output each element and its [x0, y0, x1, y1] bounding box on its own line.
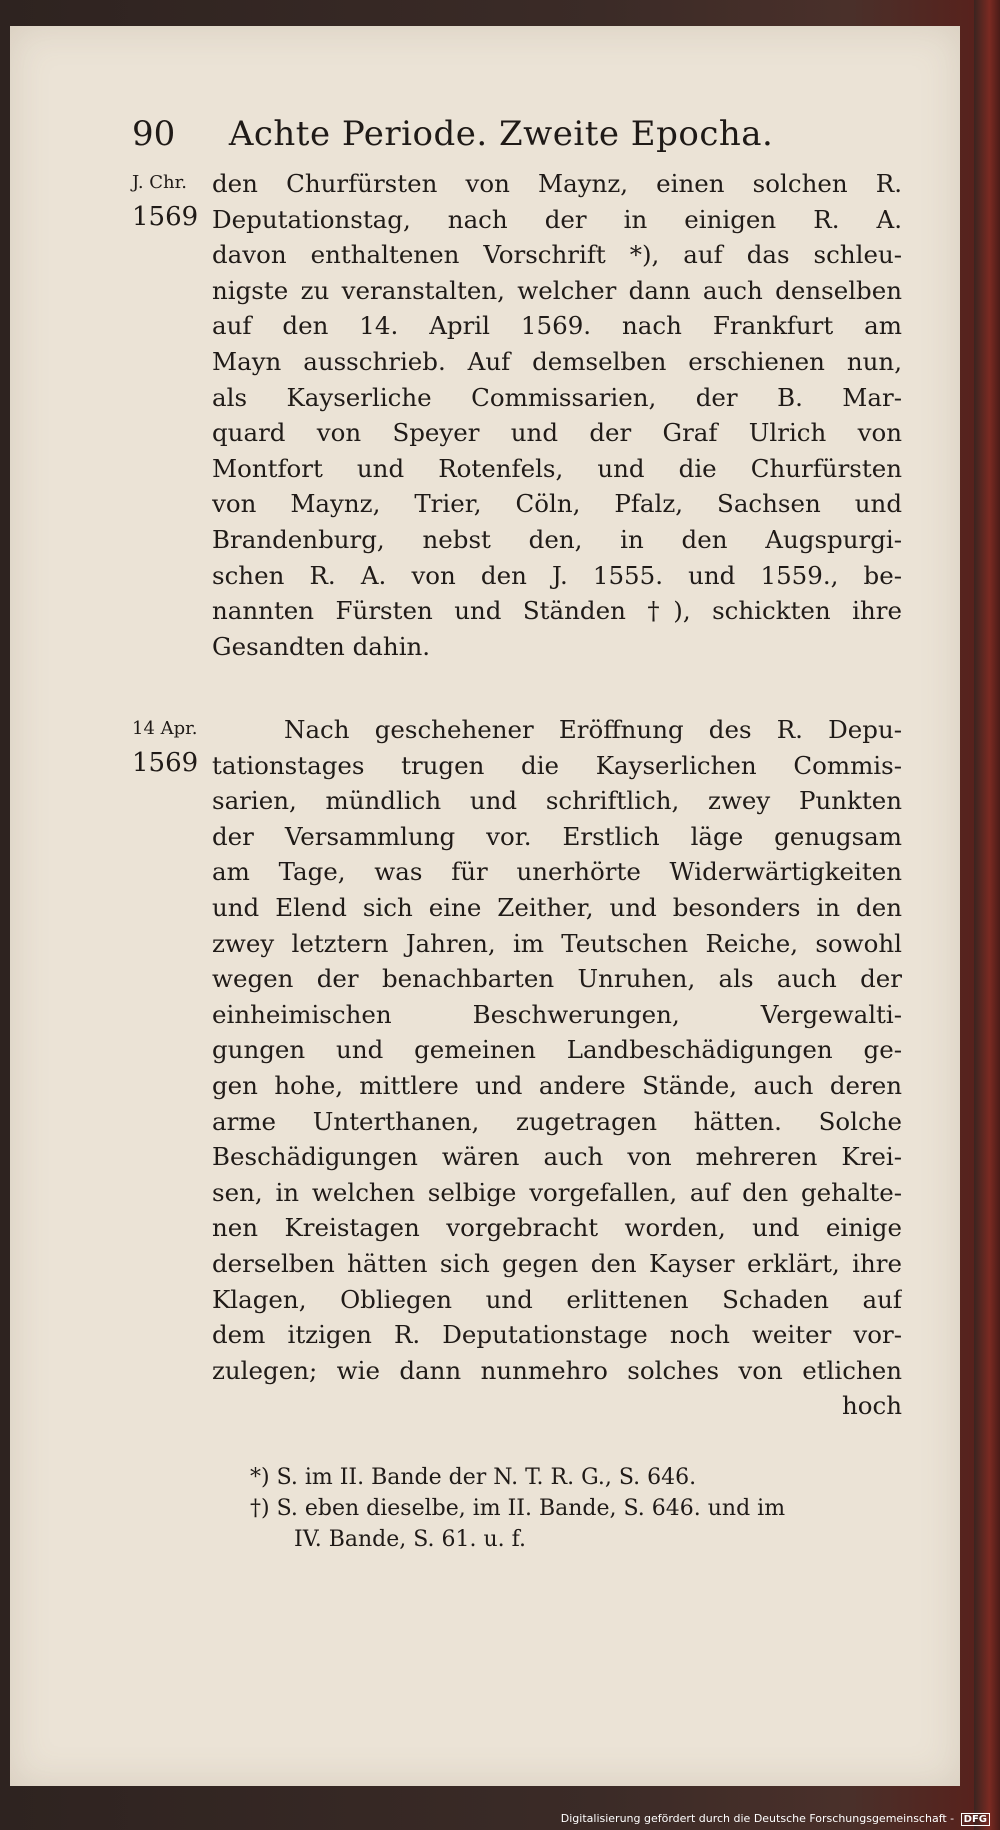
footnote: †) S. eben dieselbe, im II. Bande, S. 646. und im	[250, 1496, 786, 1521]
text-line: Montfort und Rotenfels, und die Churfürsten	[212, 453, 902, 483]
text-line: derselben hätten sich gegen den Kayser erklärt, ihre	[212, 1248, 902, 1278]
text-line: auf den 14. April 1569. nach Frankfurt am	[212, 311, 902, 341]
text-line: und Elend sich eine Zeither, und besonders in den	[212, 892, 902, 922]
text-line: sen, in welchen selbige vorgefallen, auf den gehalte-	[212, 1177, 902, 1207]
margin-note-date: 14 Apr.	[132, 718, 198, 739]
text-line: nannten Fürsten und Ständen †), schickten ihre	[212, 596, 902, 626]
text-line: gungen und gemeinen Landbeschädigungen ge-	[212, 1035, 902, 1065]
text-line: am Tage, was für unerhörte Widerwärtigkeiten	[212, 857, 902, 887]
text-line: schen R. A. von den J. 1555. und 1559., be-	[212, 560, 902, 590]
text-line: sarien, mündlich und schriftlich, zwey Punkten	[212, 786, 902, 816]
text-line: dem itzigen R. Deputationstage noch weiter vor-	[212, 1320, 902, 1350]
text-line: einheimischen Beschwerungen, Vergewalti-	[212, 999, 902, 1029]
text-line: Brandenburg, nebst den, in den Augspurgi-	[212, 524, 902, 554]
text-line: nigste zu veranstalten, welcher dann auch denselben	[212, 275, 902, 305]
margin-note-era: J. Chr.	[132, 172, 187, 193]
text-line: Nach geschehener Eröffnung des R. Depu-	[284, 715, 902, 744]
page-number: 90	[132, 114, 176, 154]
text-line: Beschädigungen wären auch von mehreren Krei-	[212, 1142, 902, 1172]
footnote: *) S. im II. Bande der N. T. R. G., S. 646.	[250, 1465, 697, 1490]
text-line: arme Unterthanen, zugetragen hätten. Solche	[212, 1106, 902, 1136]
margin-note-year: 1569	[132, 748, 199, 778]
text-line: Klagen, Obliegen und erlittenen Schaden auf	[212, 1284, 902, 1314]
text-line: nen Kreistagen vorgebracht worden, und einige	[212, 1213, 902, 1243]
text-line: Mayn ausschrieb. Auf demselben erschienen nun,	[212, 346, 902, 376]
footnotes	[250, 1462, 910, 1555]
margin-note-year: 1569	[132, 202, 199, 232]
book-spine-edge	[974, 0, 1000, 1830]
footnote-continuation: IV. Bande, S. 61. u. f.	[294, 1527, 527, 1552]
text-line: zulegen; wie dann nunmehro solches von etlichen	[212, 1355, 902, 1385]
text-line: zwey letztern Jahren, im Teutschen Reiche, sowohl	[212, 928, 902, 958]
text-line: tationstages trugen die Kayserlichen Commis-	[212, 750, 902, 780]
text-line: den Churfürsten von Maynz, einen solchen R.	[212, 169, 902, 198]
text-line: von Maynz, Trier, Cöln, Pfalz, Sachsen und	[212, 489, 902, 519]
running-head-title: Achte Periode. Zweite Epocha.	[228, 114, 774, 154]
dfg-logo: DFG	[961, 1813, 990, 1826]
text-line: wegen der benachbarten Unruhen, als auch der	[212, 964, 902, 994]
credit-text: Digitalisierung gefördert durch die Deutsche Forschungsgemeinschaft -	[560, 1812, 955, 1825]
paragraph-2	[212, 712, 902, 1424]
text-line: davon enthaltenen Vorschrift *), auf das schleu-	[212, 240, 902, 270]
text-line: Deputationstag, nach der in einigen R. A.	[212, 204, 902, 234]
text-line: Gesandten dahin.	[212, 631, 431, 661]
running-head	[132, 114, 772, 154]
text-line: gen hohe, mittlere und andere Stände, auch deren	[212, 1070, 902, 1100]
text-line: quard von Speyer und der Graf Ulrich von	[212, 418, 902, 448]
text-line: der Versammlung vor. Erstlich läge genugsam	[212, 821, 902, 851]
catchword: hoch	[841, 1391, 902, 1421]
paragraph-1	[212, 166, 902, 664]
digitization-credit	[561, 1812, 990, 1826]
text-line: als Kayserliche Commissarien, der B. Mar-	[212, 382, 902, 412]
